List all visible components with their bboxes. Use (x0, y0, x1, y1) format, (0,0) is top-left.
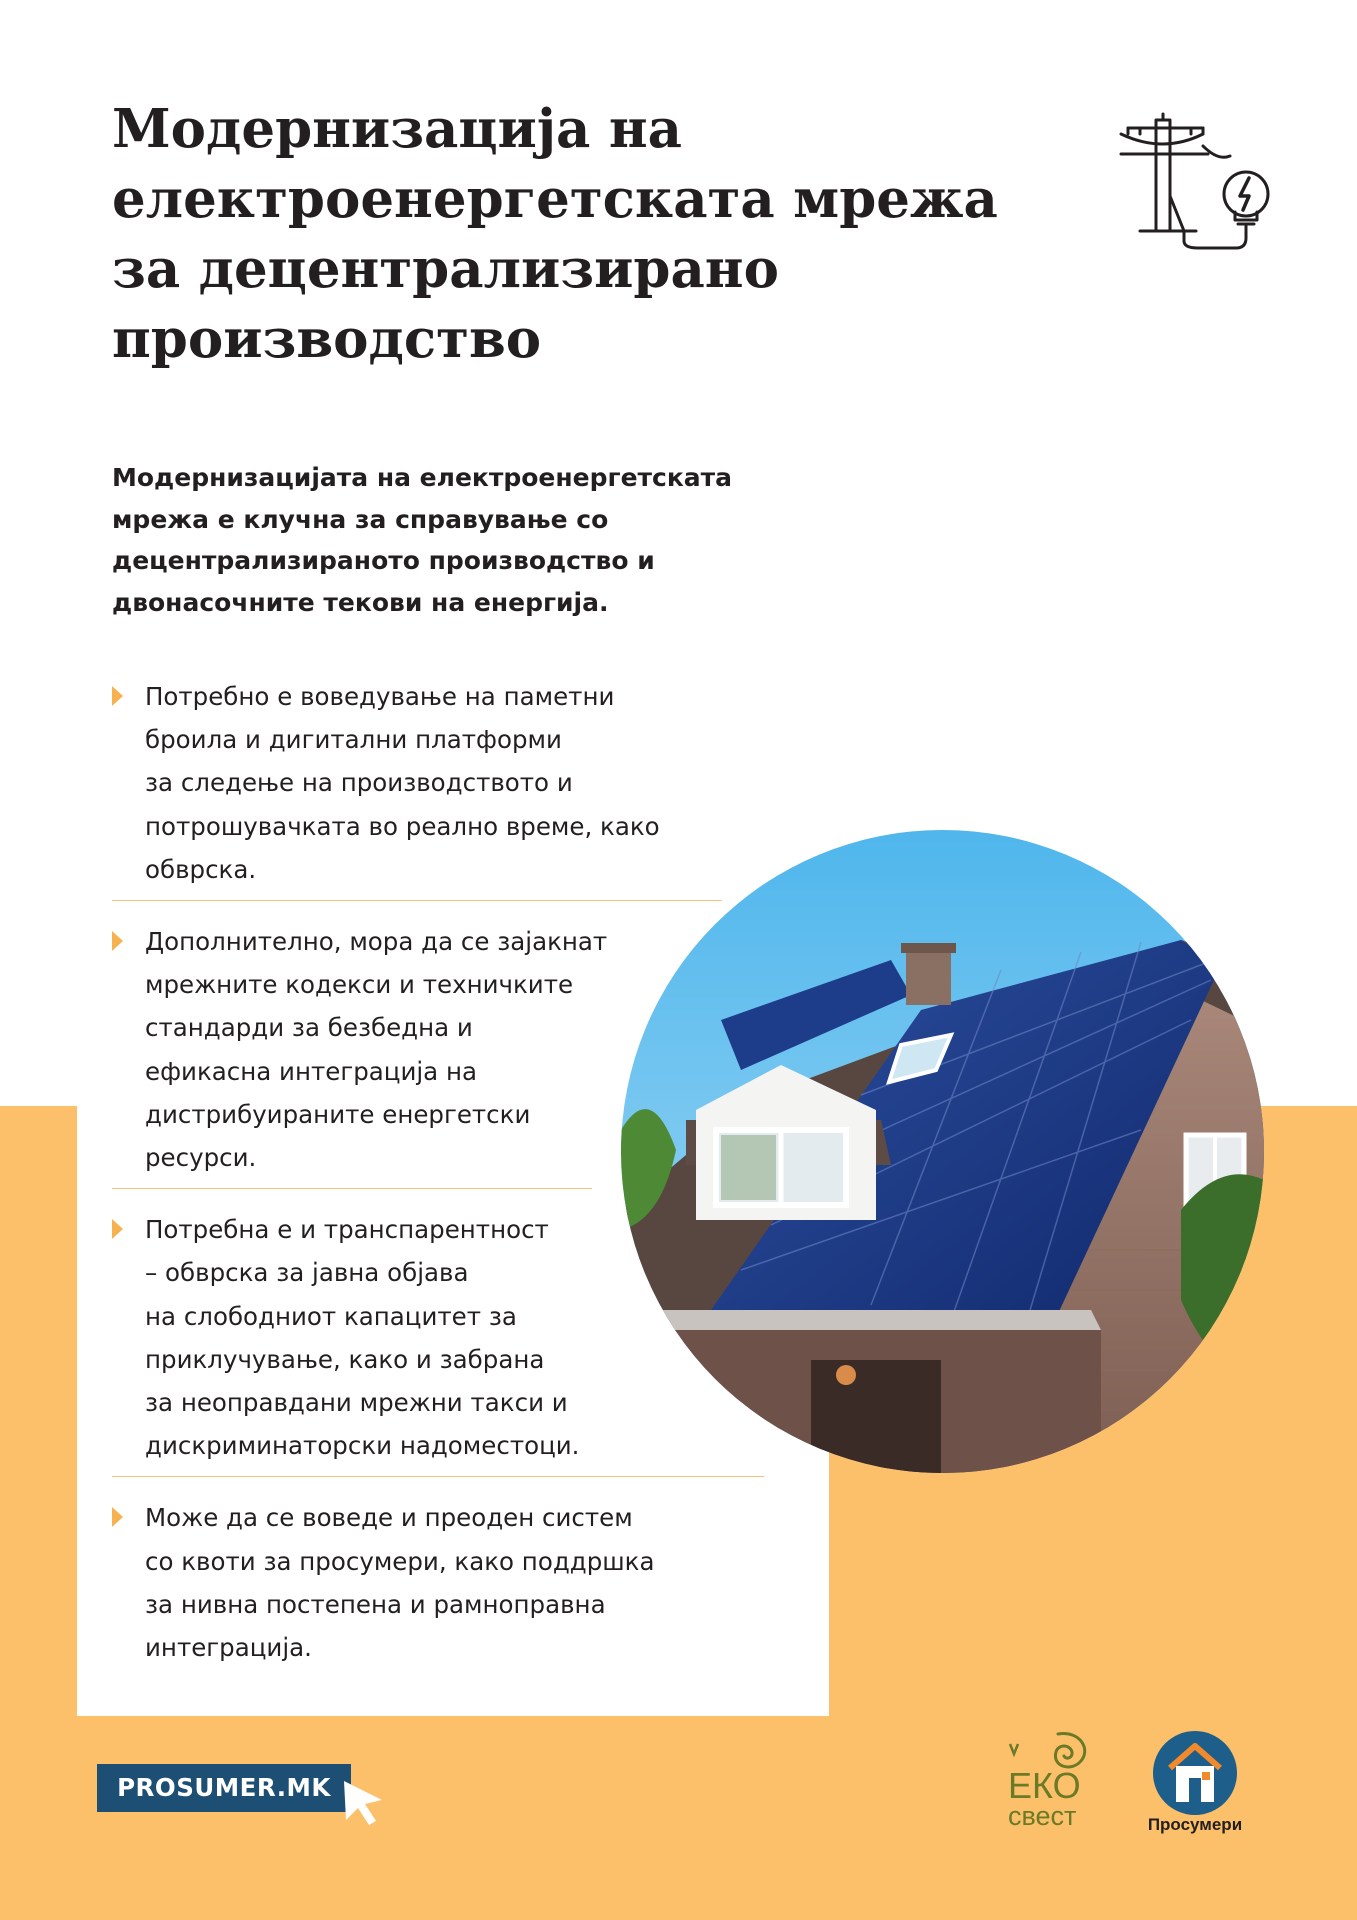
mouse-cursor-icon (340, 1778, 386, 1826)
title-line: електроенергетската мрежа (112, 168, 998, 230)
bullet-line: ресурси. (145, 1143, 257, 1173)
intro-line: мрежа е клучна за справување со (112, 504, 609, 534)
bullet-line: приклучување, како и забрана (145, 1344, 545, 1374)
bullet-line: потрошувачката во реално време, како (145, 811, 660, 841)
bullet-text (145, 1496, 764, 1669)
svg-text:ЕКО: ЕКО (1008, 1765, 1081, 1806)
bullet-arrow-icon (112, 1507, 123, 1527)
divider (112, 1188, 592, 1189)
bullet-arrow-icon (112, 1219, 123, 1239)
bullet-line: со квоти за просумери, како поддршка (145, 1546, 655, 1576)
divider (112, 1476, 764, 1477)
svg-text:свест: свест (1008, 1801, 1077, 1831)
bullet-line: на слободниот капацитет за (145, 1301, 517, 1331)
bullet-line: обврска. (145, 854, 257, 884)
bullet-line: ефикасна интеграција на (145, 1056, 478, 1086)
website-link[interactable]: PROSUMER.MK (97, 1764, 351, 1812)
svg-text:Просумери: Просумери (1147, 1815, 1243, 1834)
bullet-line: – обврска за јавна објава (145, 1258, 469, 1288)
intro-line: децентрализираното производство и (112, 546, 655, 575)
bullet-line: за нивна постепена и рамноправна (145, 1589, 606, 1619)
power-pole-lightbulb-icon (1118, 106, 1278, 256)
bullet-line: стандарди за безбедна и (145, 1013, 473, 1043)
eko-svest-logo (1000, 1728, 1100, 1836)
bullet-line: мрежните кодекси и техничките (145, 970, 574, 1000)
bullet-line: Дополнително, мора да се зајакнат (145, 927, 608, 957)
page-title (112, 94, 1072, 374)
bullet-line: броила и дигитални платформи (145, 725, 562, 755)
bullet-arrow-icon (112, 931, 123, 951)
bullet-line: дистрибуираните енергетски (145, 1099, 531, 1129)
intro-line: двонасочните текови на енергија. (112, 587, 609, 617)
bullet-line: интеграција. (145, 1633, 312, 1663)
prosumeri-logo (1140, 1730, 1250, 1834)
intro-line: Модернизацијата на електроенергетската (112, 463, 733, 492)
bullet-line: Потребна е и транспарентност (145, 1215, 549, 1245)
bullet-line: Потребно е воведување на паметни (145, 682, 615, 711)
intro-paragraph (112, 457, 772, 623)
bullet-line: Може да се воведе и преоден систем (145, 1503, 633, 1533)
title-line: за децентрализирано (112, 238, 779, 300)
solar-roof-photo (621, 830, 1264, 1473)
bullet-line: за следење на производството и (145, 768, 573, 798)
title-line: Модернизација на (112, 98, 682, 160)
bullet-line: за неоправдани мрежни такси и (145, 1388, 568, 1418)
bullet-arrow-icon (112, 686, 123, 706)
list-item (112, 1496, 764, 1669)
title-line: производство (112, 308, 542, 370)
bullet-line: дискриминаторски надоместоци. (145, 1431, 580, 1461)
